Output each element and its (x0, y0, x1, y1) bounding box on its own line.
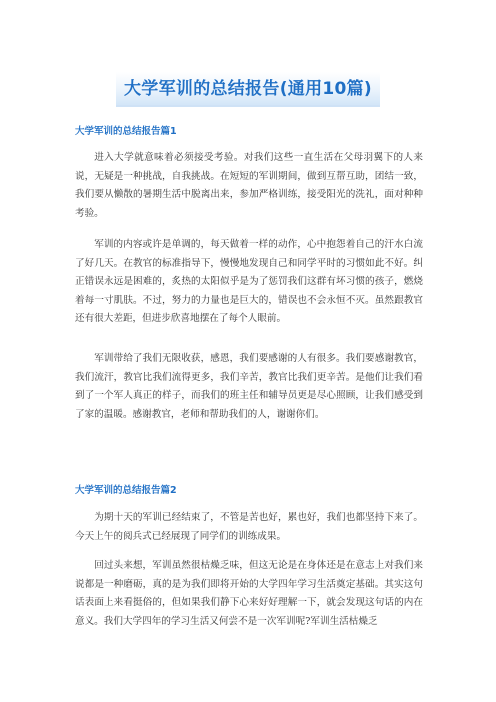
paragraph: 为期十天的军训已经结束了，不管是苦也好，累也好，我们也都坚持下来了。今天上午的阅兵式已经展现了同学们的训练成果。 (75, 512, 423, 542)
section-heading-2: 大学军训的总结报告篇2 (75, 485, 177, 496)
paragraph: 军训的内容或许是单调的，每天做着一样的动作，心中抱怨着自己的汗水白流了好几天。在教官的标准指导下，慢慢地发现自己和同学平时的习惯如此不好。纠正错误永远是困难的，炙热的太阳似乎是为了惩罚我们这群有坏习惯的孩子，燃烧着每一寸肌肤。不过，努力的力量也是巨大的，错误也不会永恒不灭。虽然跟教官还有很大差距，但进步欣喜地摆在了每个人眼前。 (75, 239, 423, 324)
paragraph: 进入大学就意味着必须接受考验。对我们这些一直生活在父母羽翼下的人来说，无疑是一种挑战，自我挑战。在短短的军训期间，做到互帮互助，团结一致，我们要从懒散的暑期生活中脱离出来，参加严格训练，接受阳光的洗礼，面对种种考验。 (75, 152, 423, 219)
section-heading-1: 大学军训的总结报告篇1 (75, 126, 177, 137)
paragraph: 军训带给了我们无限收获，感恩，我们要感谢的人有很多。我们要感谢教官，我们流汗，教官比我们流得更多，我们辛苦，教官比我们更辛苦。是他们让我们看到了一个军人真正的样子，而我们的班主任和辅导员更是尽心照顾，让我们感受到了家的温暖。感谢教官，老师和帮助我们的人，谢谢你们。 (75, 353, 423, 420)
title-banner (0, 72, 496, 107)
document-title: 大学军训的总结报告(通用10篇) (116, 72, 380, 107)
paragraph: 回过头来想，军训虽然很枯燥乏味，但这无论是在身体还是在意志上对我们来说都是一种磨砺，真的是为我们即将开始的大学四年学习生活奠定基础。其实这句话表面上来看挺俗的，但如果我们静下心来好好理解一下，就会发现这句话的内在意义。我们大学四年的学习生活又何尝不是一次军训呢?军训生活枯燥乏 (75, 560, 423, 627)
